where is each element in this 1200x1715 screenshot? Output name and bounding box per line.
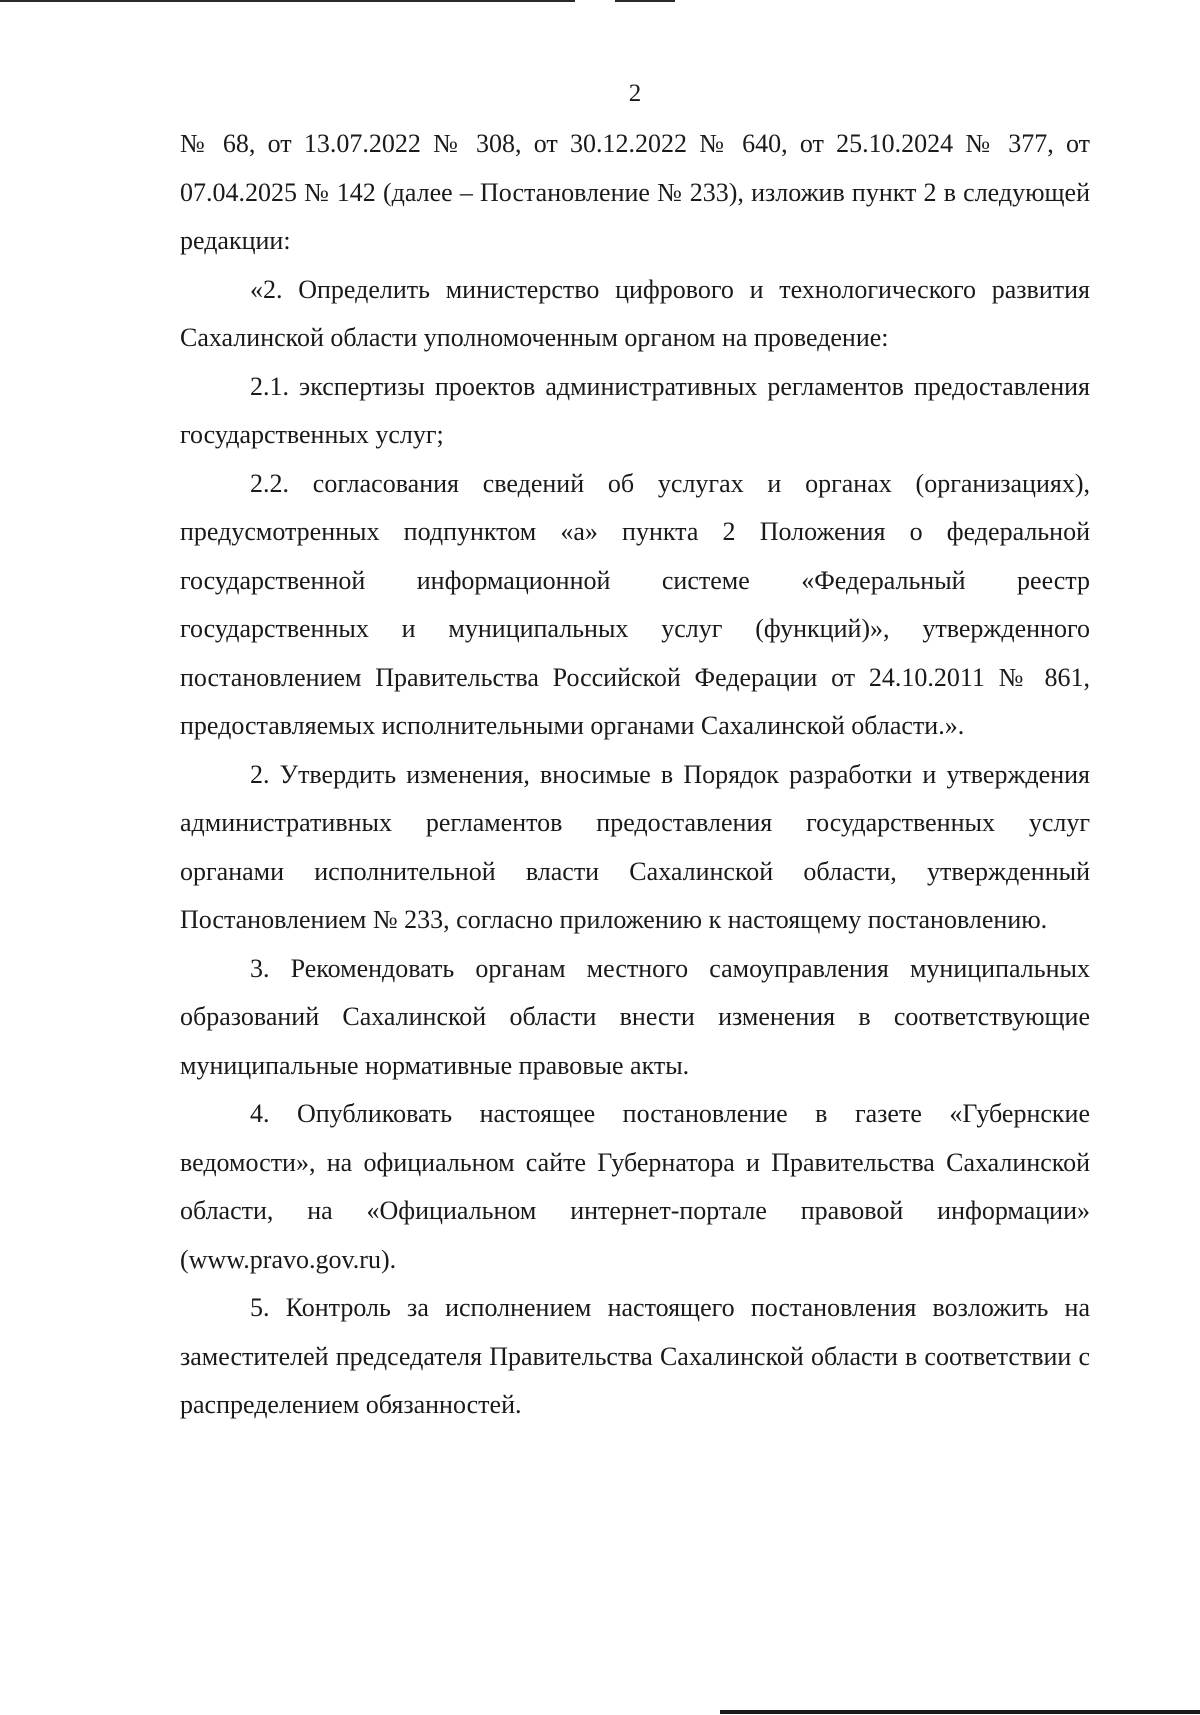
paragraph-item-4: 4. Опубликовать настоящее постановление в газете «Губернские ведомости», на официальном сайте Губернатора и Правительства Сахалинской области, на «Официальном интернет-портале правовой информации» (www.pravo.gov.ru). (180, 1099, 1090, 1274)
document-body (180, 120, 1090, 1430)
scan-edge-top-right (615, 0, 675, 2)
scan-edge-top-left (0, 0, 575, 2)
paragraph-item-3: 3. Рекомендовать органам местного самоуправления муниципальных образований Сахалинской области внести изменения в соответствующие муниципальные нормативные правовые акты. (180, 953, 1090, 1080)
paragraph-continuation: № 68, от 13.07.2022 № 308, от 30.12.2022 № 640, от 25.10.2024 № 377, от 07.04.2025 № 142 (далее – Постановление № 233), изложив пункт 2 в следующей редакции: (180, 129, 1090, 255)
paragraph-item-5: 5. Контроль за исполнением настоящего постановления возложить на заместителей председателя Правительства Сахалинской области в соответствии с распределением обязанностей. (180, 1293, 1090, 1419)
paragraph-item-2: 2. Утвердить изменения, вносимые в Порядок разработки и утверждения административных регламентов предоставления государственных услуг органами исполнительной власти Сахалинской области, утвержденный Постановлением № 233, согласно приложению к настоящему постановлению. (180, 759, 1090, 934)
paragraph-item-2-quoted: «2. Определить министерство цифрового и технологического развития Сахалинской области уполномоченным органом на проведение: (180, 274, 1090, 352)
paragraph-subitem-2-1: 2.1. экспертизы проектов административных регламентов предоставления государственных услуг; (180, 371, 1090, 449)
page-number: 2 (628, 80, 642, 107)
paragraph-subitem-2-2: 2.2. согласования сведений об услугах и органах (организациях), предусмотренных подпунктом «а» пункта 2 Положения о федеральной государственной информационной системе «Федеральный реестр государственных и муниципальных услуг (функций)», утвержденного постановлением Правительства Российской Федерации от 24.10.2011 № 861, предоставляемых исполнительными органами Сахалинской области.». (180, 468, 1090, 740)
scan-edge-bottom (720, 1710, 1200, 1714)
